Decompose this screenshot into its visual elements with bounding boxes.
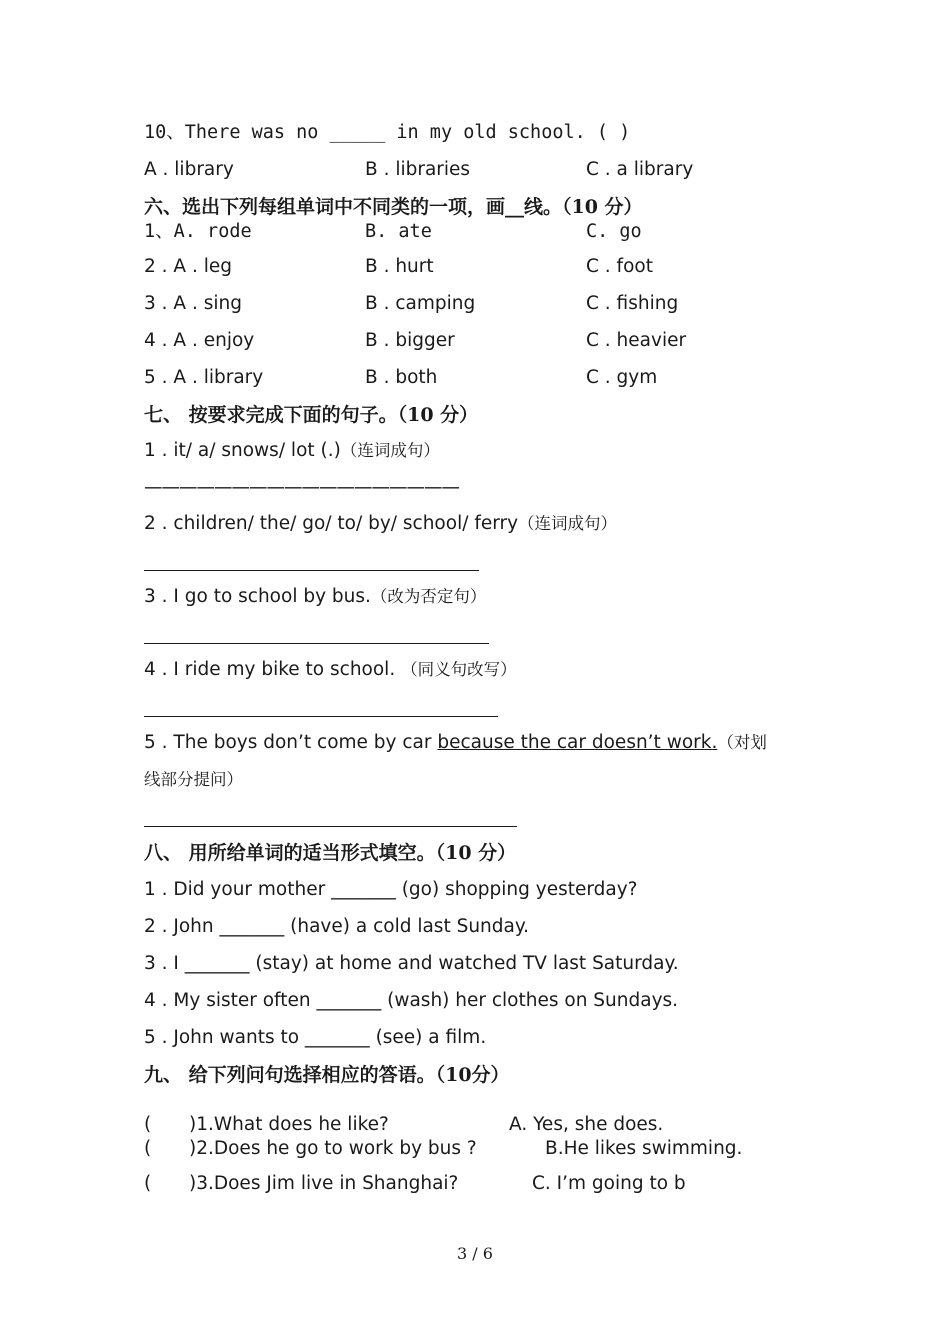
answer-paren[interactable]: ( [144,1114,152,1135]
row-option-b: B . hurt [365,256,434,277]
question-10-stem: 10、There was no _____ in my old school. ( ) [144,122,631,143]
item-text: 1 . it/ a/ snows/ lot (.) [144,440,341,461]
answer-line-4[interactable] [144,716,498,717]
row-option-c: C. go [586,221,642,242]
section-8-item-2: 2 . John _______ (have) a cold last Sunday. [144,916,530,937]
row-option-c: C . gym [586,367,658,388]
answer-line-1[interactable]: —————————————————— [144,477,459,498]
row-option-c: C . foot [586,256,653,277]
option-c: C . a library [586,159,694,180]
row-option-a: 2 . A . leg [144,256,232,277]
row-option-b: B . both [365,367,438,388]
row-option-a: 1、A. rode [144,221,252,242]
row-option-c: C . heavier [586,330,687,351]
section-8-item-5: 5 . John wants to _______ (see) a film. [144,1027,487,1048]
answer-line-5[interactable] [144,826,517,827]
underlined-phrase: because the car doesn’t work. [437,732,718,753]
section-8-title: 八、 用所给单词的适当形式填空。（10 分） [144,842,517,864]
question-text: )1.What does he like? [189,1114,389,1135]
row-option-b: B . bigger [365,330,455,351]
answer-option: A. Yes, she does. [509,1114,664,1135]
answer-paren[interactable]: ( [144,1173,152,1194]
section-8-item-3: 3 . I _______ (stay) at home and watched TV last Saturday. [144,953,679,974]
item-instruction: （连词成句） [340,441,440,460]
section-7-item-3 [144,585,486,609]
item-instruction: （同义句改写） [401,660,517,679]
item-text: 3 . I go to school by bus. [144,586,371,607]
answer-line-3[interactable] [144,643,489,644]
option-b: B . libraries [365,159,471,180]
section-7-item-5 [144,731,767,755]
question-text: )3.Does Jim live in Shanghai? [189,1173,459,1194]
section-6-title: 六、选出下列每组单词中不同类的一项，画__线。（10 分） [144,196,643,218]
row-option-b: B. ate [365,221,432,242]
page-number: 3 / 6 [457,1244,493,1263]
item-text: 4 . I ride my bike to school. [144,659,402,680]
section-7-item-4 [144,658,517,682]
answer-option: B.He likes swimming. [545,1138,743,1159]
row-option-a: 5 . A . library [144,367,264,388]
row-option-b: B . camping [365,293,476,314]
item-instruction: （改为否定句） [370,587,487,606]
row-option-a: 4 . A . enjoy [144,330,255,351]
section-7-item-5-continued: 线部分提问） [144,770,243,789]
option-a: A . library [144,159,234,180]
section-8-item-1: 1 . Did your mother _______ (go) shopping yesterday? [144,879,638,900]
section-7-item-2 [144,512,617,536]
answer-option: C. I’m going to b [532,1173,686,1194]
item-instruction: （连词成句） [518,514,618,533]
item-text: 2 . children/ the/ go/ to/ by/ school/ ferry [144,513,519,534]
answer-line-2[interactable] [144,570,479,571]
section-7-title: 七、 按要求完成下面的句子。（10 分） [144,404,479,426]
section-8-item-4: 4 . My sister often _______ (wash) her clothes on Sundays. [144,990,679,1011]
section-9-title: 九、 给下列问句选择相应的答语。（10分） [144,1064,510,1086]
answer-paren[interactable]: ( [144,1138,152,1159]
row-option-c: C . fishing [586,293,679,314]
row-option-a: 3 . A . sing [144,293,242,314]
item-instruction: （对划 [717,733,767,752]
item-text: 5 . The boys don’t come by car [144,732,438,753]
question-text: )2.Does he go to work by bus ? [189,1138,477,1159]
section-7-item-1 [144,439,440,463]
